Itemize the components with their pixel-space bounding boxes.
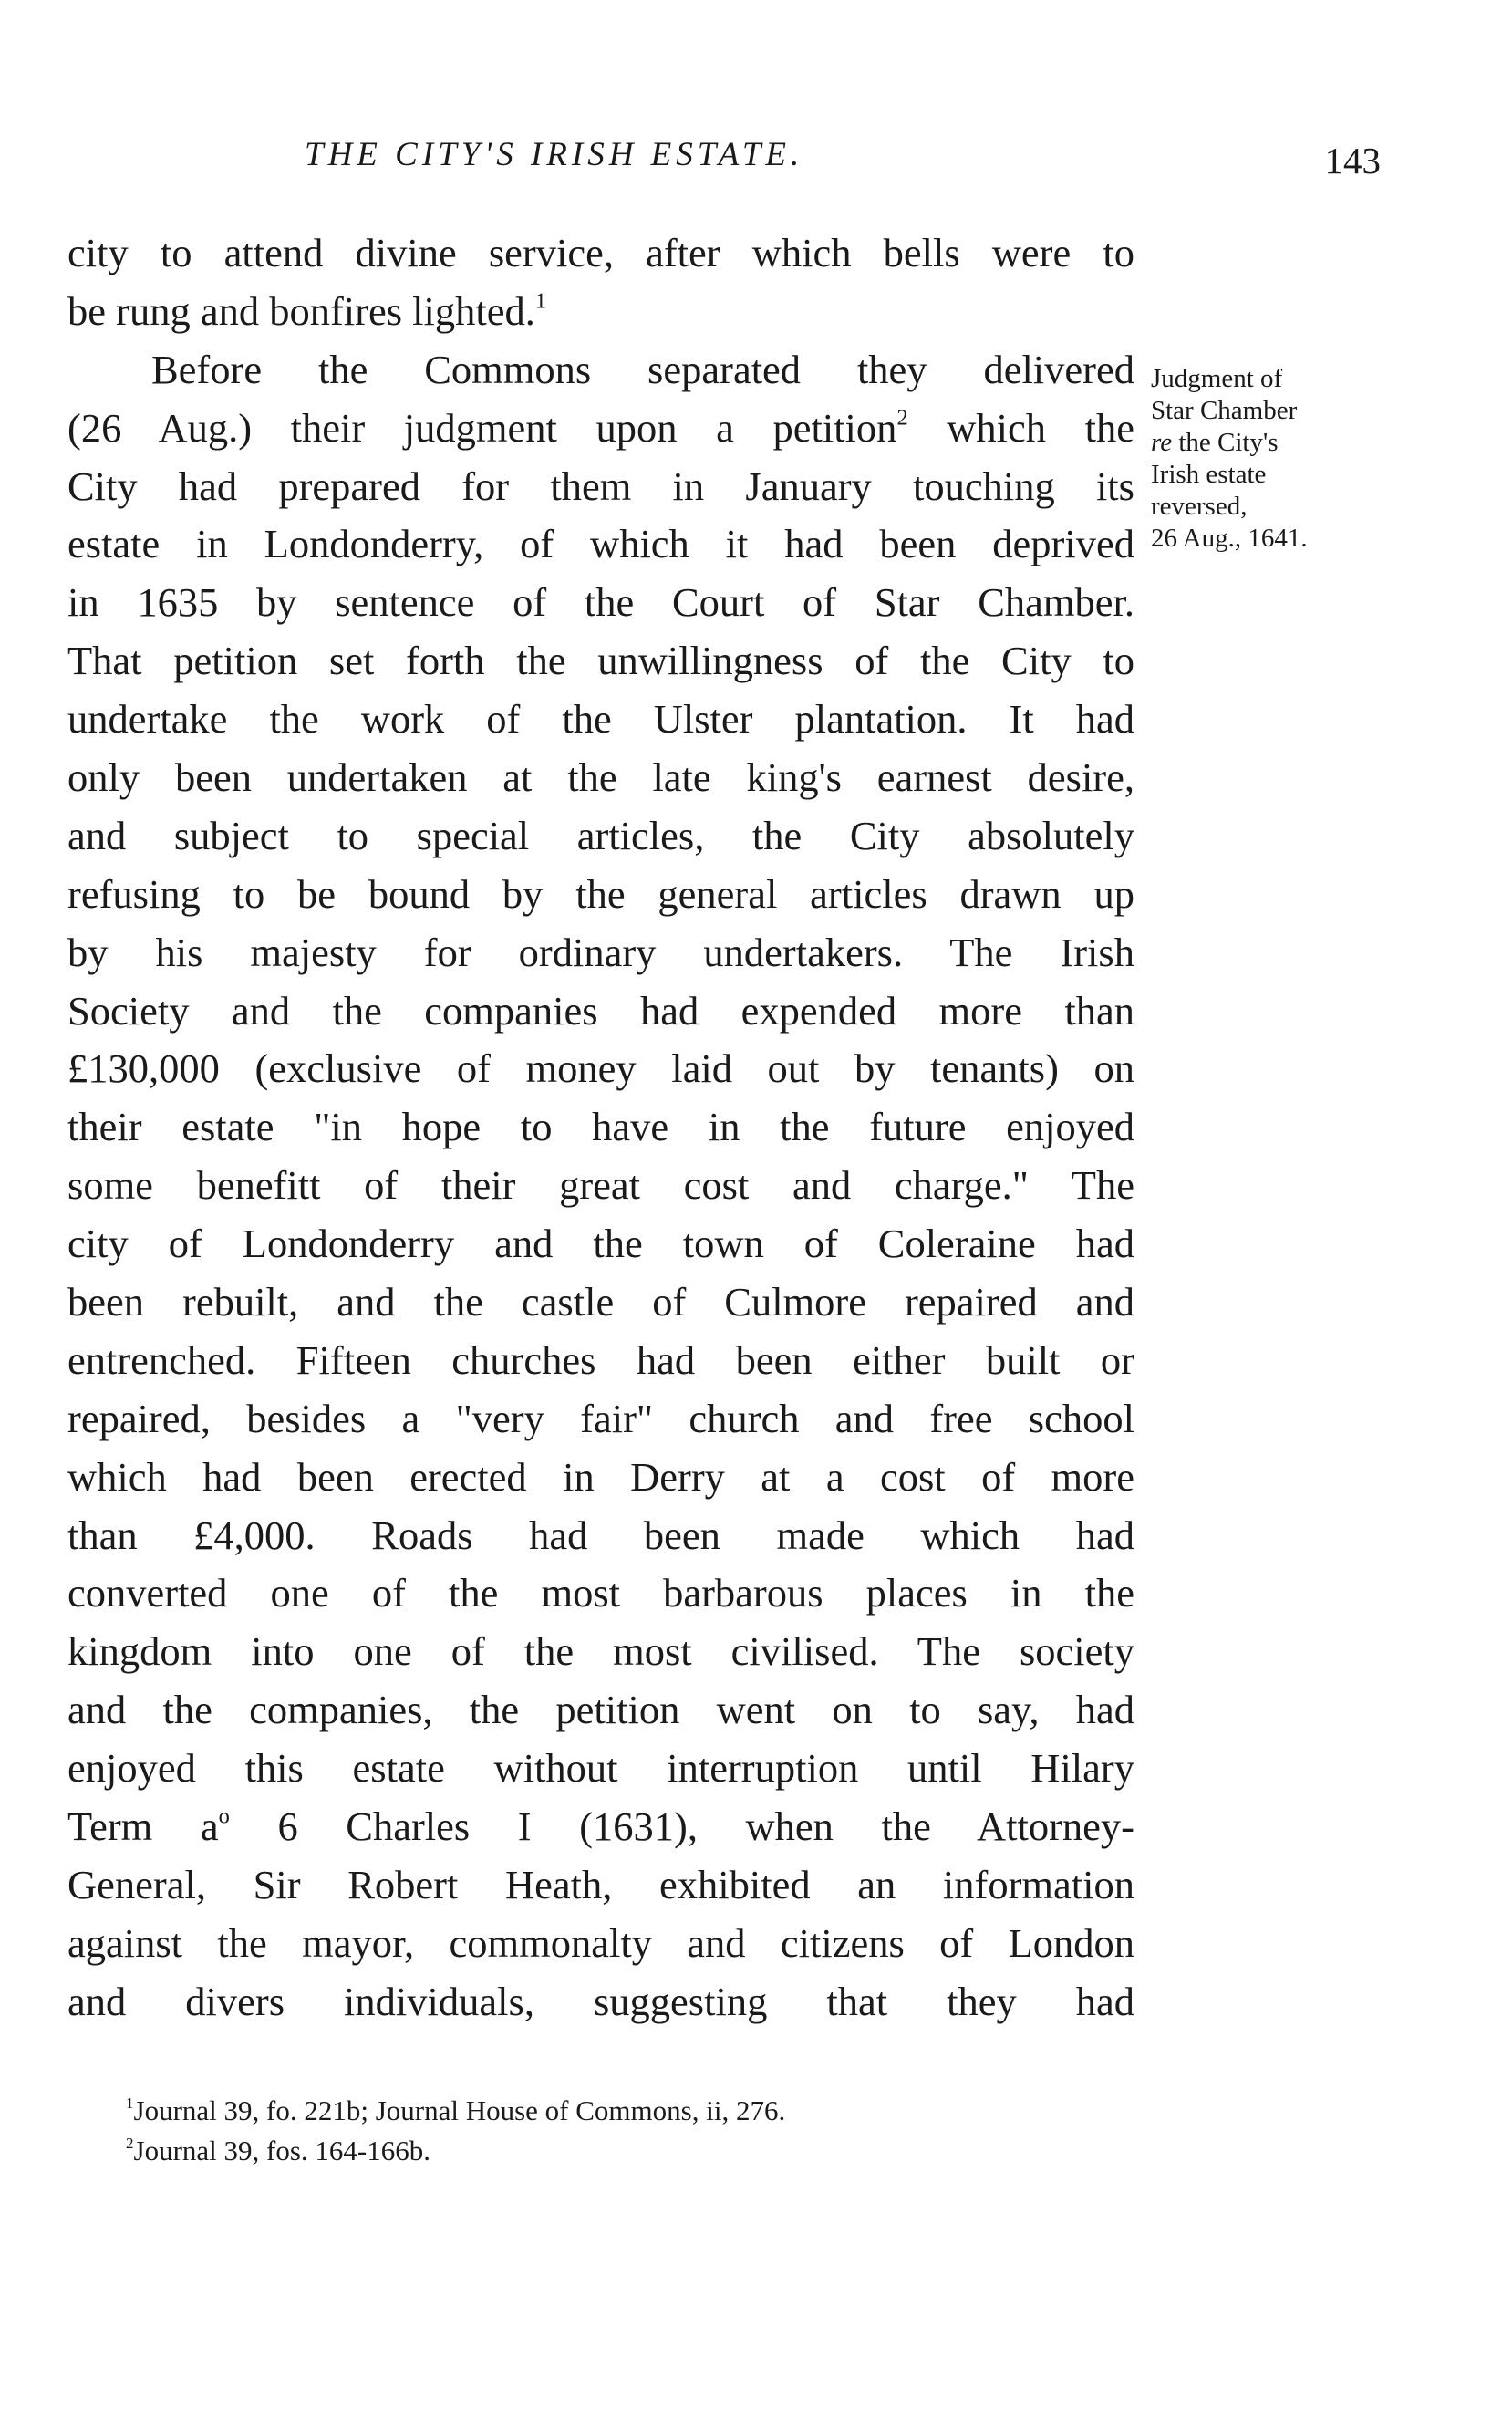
text-line: That petition set forth the unwillingness of the City to [67, 638, 1134, 684]
margin-note [1151, 363, 1388, 555]
text-line: been rebuilt, and the castle of Culmore repaired and [67, 1279, 1134, 1325]
text-line: and divers individuals, suggesting that they had [67, 1978, 1134, 2024]
paragraph-start-line: Before the Commons separated they delivered [151, 346, 1134, 392]
text-line: (26 Aug.) their judgment upon a petition$^2$ which the [67, 404, 1134, 451]
text-line: some benefitt of their great cost and charge." The [67, 1162, 1134, 1209]
text-line: which had been erected in Derry at a cost of more [67, 1453, 1134, 1500]
text-line: city to attend divine service, after which bells were to [67, 230, 1134, 275]
superscript-o: o [218, 1803, 230, 1829]
text-line: £130,000 (exclusive of money laid out by tenants) on [67, 1045, 1134, 1092]
text-line: in 1635 by sentence of the Court of Star Chamber. [67, 579, 1134, 626]
footnote-mark: 1 [126, 2094, 134, 2113]
text-line: refusing to be bound by the general articles drawn up [67, 870, 1134, 917]
text-line: their estate "in hope to have in the future enjoyed [67, 1104, 1134, 1150]
text-line: estate in Londonderry, of which it had been deprived [67, 521, 1134, 567]
margin-note-line: Irish estate [1151, 460, 1267, 489]
running-head [67, 135, 1381, 199]
margin-note-line: Star Chamber [1151, 396, 1298, 425]
text-line: kingdom into one of the most civilised. The society [67, 1628, 1134, 1675]
text-line: Society and the companies had expended more than [67, 987, 1134, 1034]
text-line: city of Londonderry and the town of Coleraine had [67, 1221, 1134, 1267]
text-line: against the mayor, commonalty and citizens of London [67, 1919, 1134, 1966]
margin-note-line: Judgment of [1151, 364, 1283, 393]
footnote-ref: 1 [534, 288, 547, 314]
text-line: undertake the work of the Ulster plantation. It had [67, 696, 1134, 743]
text-line: enjoyed this estate without interruption until Hilary [67, 1745, 1134, 1792]
body-text [67, 224, 1134, 2032]
page-number: 143 [1324, 140, 1381, 182]
text-line: Term $a^o$ 6 Charles I (1631), when the Attorney- [67, 1803, 1134, 1850]
footnote-ref: 2 [896, 405, 908, 431]
text-line: than £4,000. Roads had been made which had [67, 1512, 1134, 1558]
running-title: THE CITY'S IRISH ESTATE. [305, 136, 804, 173]
text-line: by his majesty for ordinary undertakers. The Irish [67, 929, 1134, 975]
margin-note-line: re the City's [1151, 428, 1279, 457]
footnote [126, 2131, 1129, 2171]
footnote-mark: 2 [126, 2135, 134, 2153]
text-line: entrenched. Fifteen churches had been either built or [67, 1336, 1134, 1383]
footnote [126, 2091, 1129, 2131]
text-line: General, Sir Robert Heath, exhibited an information [67, 1861, 1134, 1907]
text-line: and the companies, the petition went on to say, had [67, 1687, 1134, 1733]
text-line: City had prepared for them in January touching its [67, 462, 1134, 509]
text-line: only been undertaken at the late king's earnest desire, [67, 754, 1134, 801]
margin-note-line: 26 Aug., 1641. [1151, 524, 1308, 553]
text-line: converted one of the most barbarous places in the [67, 1570, 1134, 1616]
text-line: be rung and bonfires lighted.$^1$ [67, 287, 547, 334]
text-line: repaired, besides a "very fair" church and free school [67, 1395, 1134, 1441]
footnote-text: Journal 39, fo. 221b; Journal House of Commons, ii, 276. [133, 2094, 786, 2126]
margin-note-line: reversed, [1151, 492, 1248, 521]
margin-note-italic: re [1151, 428, 1173, 457]
footnote-text: Journal 39, fos. 164-166b. [133, 2135, 430, 2167]
text-line: and subject to special articles, the City absolutely [67, 812, 1134, 858]
footnotes [126, 2091, 1129, 2171]
